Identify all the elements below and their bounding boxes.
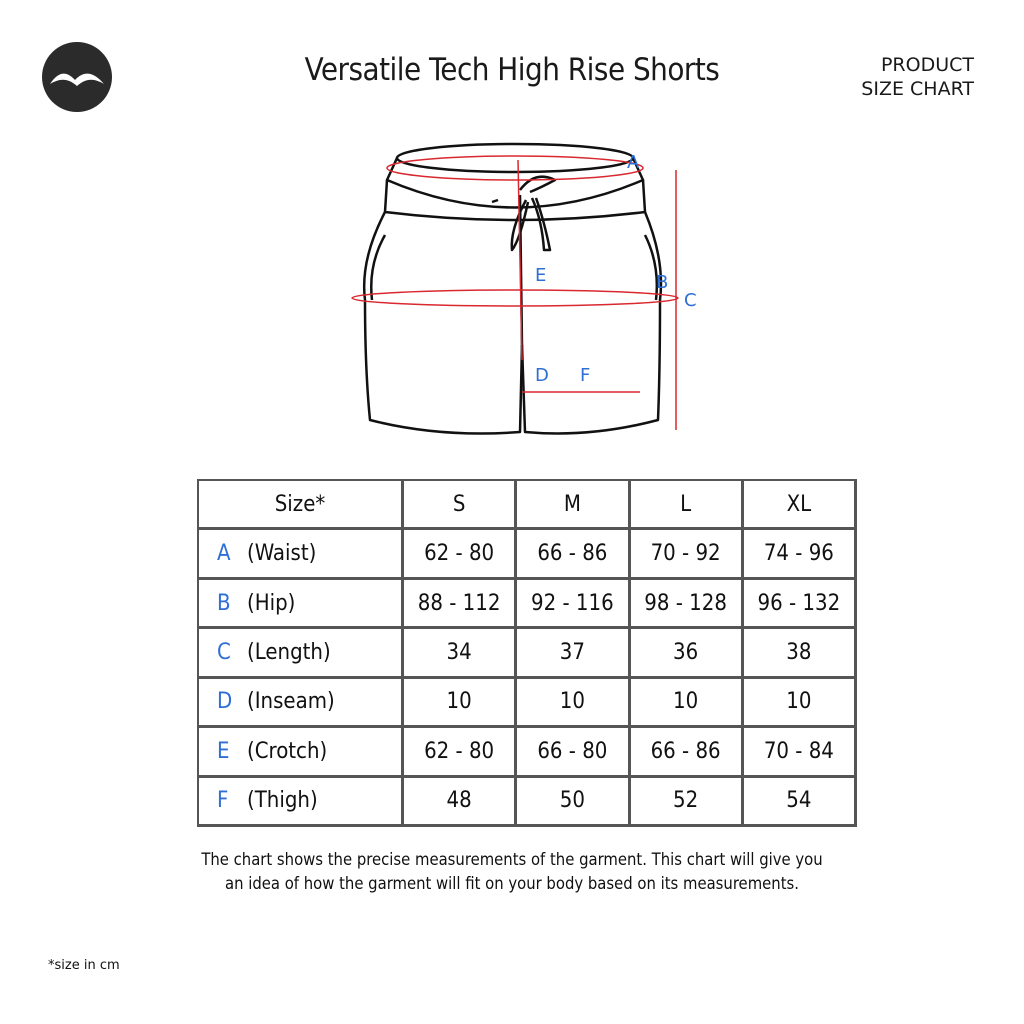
- page-title: Versatile Tech High Rise Shorts: [304, 52, 720, 88]
- table-cell: 37: [517, 629, 630, 678]
- header-size: Size*: [199, 481, 404, 530]
- table-cell: 10: [631, 679, 744, 728]
- table-cell: 66 - 80: [517, 728, 630, 777]
- table-row-length: [199, 629, 857, 678]
- row-label: [199, 580, 404, 629]
- row-measure: (Crotch): [247, 738, 328, 764]
- table-row-thigh: [199, 778, 857, 827]
- table-row-hip: [199, 580, 857, 629]
- row-letter: C: [217, 639, 231, 665]
- table-header-row: [199, 481, 857, 530]
- size-unit-footnote: *size in cm: [48, 958, 120, 973]
- table-cell: 70 - 84: [744, 728, 857, 777]
- row-measure: (Length): [247, 639, 331, 665]
- row-letter: F: [217, 788, 229, 814]
- shorts-diagram: [330, 140, 710, 450]
- corner-line-size-chart: SIZE CHART: [861, 78, 974, 100]
- table-cell: 88 - 112: [404, 580, 517, 629]
- table-row-inseam: [199, 679, 857, 728]
- table-cell: 10: [517, 679, 630, 728]
- table-cell: 70 - 92: [631, 530, 744, 579]
- header-m: M: [517, 481, 630, 530]
- bird-logo-icon: [42, 42, 112, 112]
- table-cell: 62 - 80: [404, 530, 517, 579]
- diagram-label-c: C: [684, 290, 697, 311]
- table-cell: 48: [404, 778, 517, 827]
- row-measure: (Inseam): [247, 689, 335, 715]
- table-cell: 36: [631, 629, 744, 678]
- table-cell: 54: [744, 778, 857, 827]
- row-letter: B: [217, 590, 231, 616]
- table-cell: 66 - 86: [517, 530, 630, 579]
- row-measure: (Thigh): [247, 788, 318, 814]
- diagram-label-e: E: [535, 265, 547, 286]
- row-label: [199, 629, 404, 678]
- corner-line-product: PRODUCT: [880, 54, 974, 76]
- header-s: S: [404, 481, 517, 530]
- table-row-waist: [199, 530, 857, 579]
- row-letter: A: [217, 541, 231, 567]
- table-cell: 10: [744, 679, 857, 728]
- product-size-chart-tag: [861, 53, 974, 101]
- table-cell: 98 - 128: [631, 580, 744, 629]
- row-measure: (Hip): [247, 590, 296, 616]
- table-cell: 10: [404, 679, 517, 728]
- table-cell: 38: [744, 629, 857, 678]
- header-xl: XL: [744, 481, 857, 530]
- diagram-label-a: A: [627, 152, 640, 173]
- table-row-crotch: [199, 728, 857, 777]
- table-cell: 50: [517, 778, 630, 827]
- table-cell: 96 - 132: [744, 580, 857, 629]
- table-cell: 66 - 86: [631, 728, 744, 777]
- diagram-label-b: B: [656, 272, 669, 293]
- chart-explanation-note: The chart shows the precise measurements of the garment. This chart will give you an idea of how the garment will fit on your body based on its measurements.: [201, 850, 823, 893]
- brand-logo: [42, 42, 112, 112]
- header-l: L: [631, 481, 744, 530]
- row-letter: E: [217, 738, 230, 764]
- size-chart-table: [197, 479, 857, 827]
- table-cell: 74 - 96: [744, 530, 857, 579]
- table-cell: 34: [404, 629, 517, 678]
- diagram-label-f: F: [580, 365, 591, 386]
- diagram-label-d: D: [535, 365, 549, 386]
- row-label: [199, 530, 404, 579]
- table-cell: 52: [631, 778, 744, 827]
- table-cell: 62 - 80: [404, 728, 517, 777]
- row-label: [199, 778, 404, 827]
- shorts-outline-illustration: [330, 140, 710, 450]
- row-label: [199, 679, 404, 728]
- table-cell: 92 - 116: [517, 580, 630, 629]
- row-label: [199, 728, 404, 777]
- row-measure: (Waist): [247, 541, 317, 567]
- row-letter: D: [217, 689, 233, 715]
